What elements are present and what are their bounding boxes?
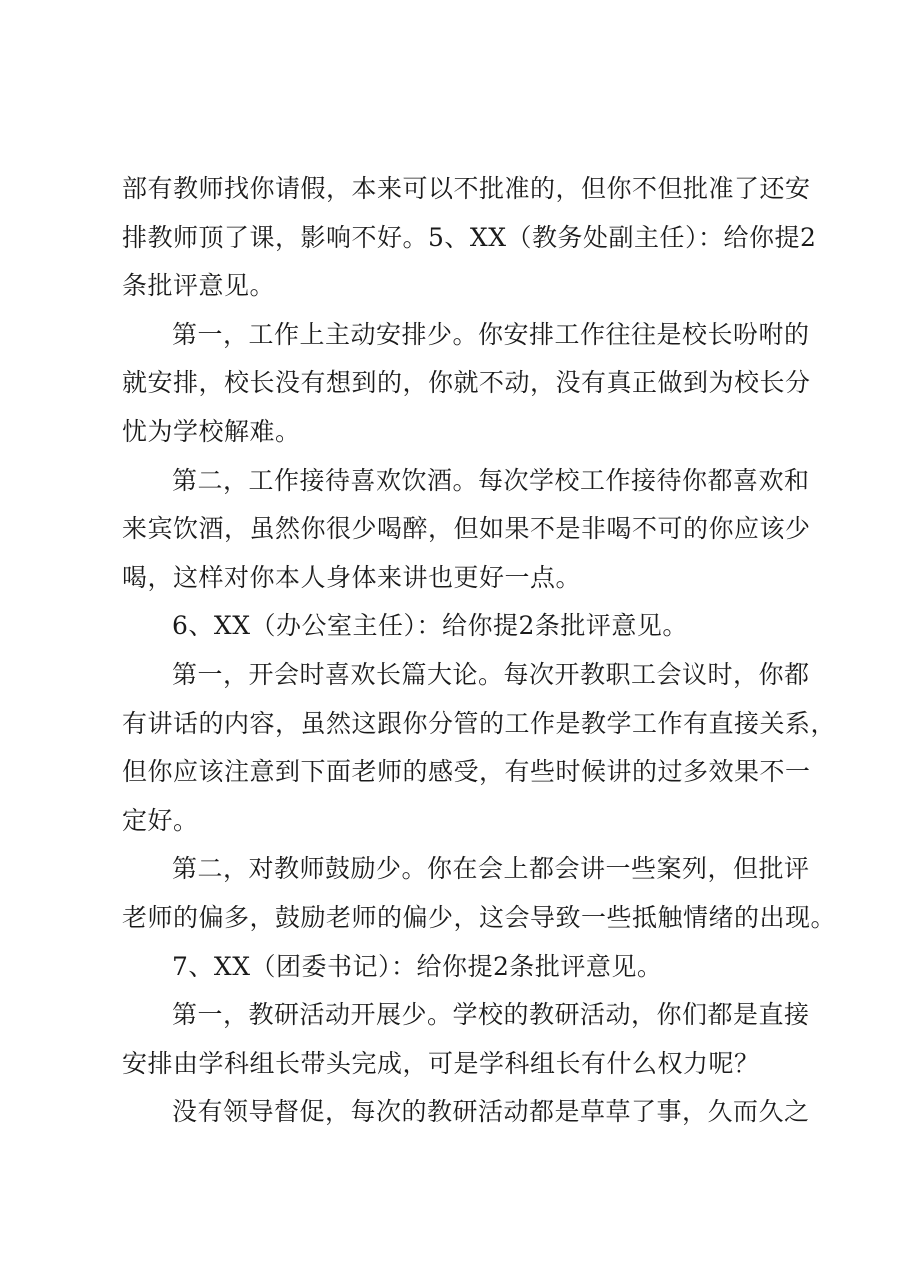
text-line: 喝，这样对你本人身体来讲也更好一点。: [122, 562, 582, 592]
paragraph: [122, 651, 837, 845]
text-line: 但你应该注意到下面老师的感受，有些时候讲的过多效果不一: [122, 757, 811, 787]
paragraph-continuation: [122, 165, 817, 311]
section-heading: [122, 943, 802, 992]
text-line: 忧为学校解难。: [122, 416, 301, 446]
paragraph: [122, 311, 811, 457]
text-line: 条批评意见。: [122, 271, 276, 301]
text-line: 第一，教研活动开展少。学校的教研活动，你们都是直接: [172, 1000, 810, 1030]
text-line: 第一，开会时喜欢长篇大论。每次开教职工会议时，你都: [172, 659, 810, 689]
text-line: 老师的偏多，鼓励老师的偏少，这会导致一些抵触情绪的出现。: [122, 902, 837, 932]
text-line: 就安排，校长没有想到的，你就不动，没有真正做到为校长分: [122, 368, 811, 398]
text-line: 7、XX（团委书记）：给你提2条批评意见。: [172, 951, 663, 981]
text-line: 安排由学科组长带头完成，可是学科组长有什么权力呢？: [122, 1048, 760, 1078]
document-body: [122, 165, 837, 1137]
text-line: 来宾饮酒，虽然你很少喝醉，但如果不是非喝不可的你应该少: [122, 514, 811, 544]
text-line: 定好。: [122, 805, 199, 835]
text-line: 没有领导督促，每次的教研活动都是草草了事，久而久之: [172, 1097, 810, 1127]
text-line: 部有教师找你请假，本来可以不批准的，但你不但批准了还安: [122, 174, 811, 203]
paragraph: [122, 457, 811, 603]
paragraph: [122, 991, 810, 1088]
text-line: 排教师顶了课，影响不好。5、XX（教务处副主任）：给你提2: [122, 222, 817, 252]
paragraph: [122, 1088, 810, 1137]
text-line: 6、XX（办公室主任）：给你提2条批评意见。: [172, 611, 688, 641]
text-line: 第一，工作上主动安排少。你安排工作往往是校长吩咐的: [172, 319, 810, 349]
section-heading: [122, 602, 802, 651]
text-line: 有讲话的内容，虽然这跟你分管的工作是教学工作有直接关系，: [122, 708, 837, 738]
text-line: 第二，对教师鼓励少。你在会上都会讲一些案列，但批评: [172, 854, 810, 884]
text-line: 第二，工作接待喜欢饮酒。每次学校工作接待你都喜欢和: [172, 465, 810, 495]
paragraph: [122, 845, 837, 942]
